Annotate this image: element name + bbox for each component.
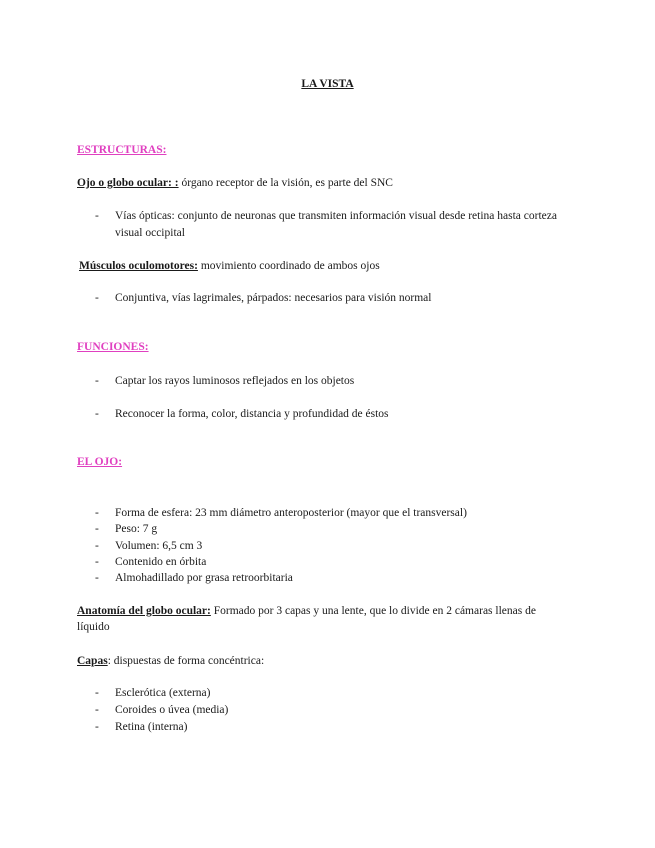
bullet-dash: -	[95, 210, 99, 222]
text-anatomia: Formado por 3 capas y una lente, que lo divide en 2 cámaras llenas de líquido	[77, 605, 536, 633]
text-capas: : dispuestas de forma concéntrica:	[107, 655, 265, 667]
list-item	[95, 290, 565, 307]
bullet-dash: -	[95, 721, 99, 733]
list-item	[95, 719, 565, 736]
bullet-dash: -	[95, 292, 99, 304]
bullet-text: Retina (interna)	[115, 721, 188, 733]
text-ojo: órgano receptor de la visión, es parte del SNC	[178, 177, 393, 189]
bullet-dash: -	[95, 408, 99, 420]
page-title: LA VISTA	[301, 78, 354, 90]
term-capas: Capas	[77, 655, 108, 667]
list-item	[95, 554, 565, 571]
bullet-dash: -	[95, 375, 99, 387]
term-ojo: Ojo o globo ocular: :	[77, 177, 179, 189]
paragraph-anatomia	[77, 603, 557, 635]
bullet-dash: -	[95, 687, 99, 699]
list-item	[95, 538, 565, 555]
list-item	[95, 505, 565, 522]
bullet-dash: -	[95, 523, 99, 535]
paragraph-ojo	[77, 175, 577, 191]
list-item	[95, 521, 565, 538]
list-item	[95, 702, 565, 719]
bullet-text: Forma de esfera: 23 mm diámetro anteroposterior (mayor que el transversal)	[115, 507, 467, 519]
bullet-text: Reconocer la forma, color, distancia y profundidad de éstos	[115, 408, 389, 420]
bullet-text: Vías ópticas: conjunto de neuronas que transmiten información visual desde retina hasta corteza visual occipital	[115, 210, 557, 239]
bullet-text: Esclerótica (externa)	[115, 687, 211, 699]
term-musculos: Músculos oculomotores:	[79, 260, 198, 272]
heading-estructuras: ESTRUCTURAS:	[77, 144, 167, 156]
bullet-dash: -	[95, 507, 99, 519]
paragraph-capas	[77, 653, 577, 669]
bullet-dash: -	[95, 556, 99, 568]
bullet-text: Peso: 7 g	[115, 523, 158, 535]
bullet-text: Conjuntiva, vías lagrimales, párpados: necesarios para visión normal	[115, 292, 432, 304]
list-item	[95, 406, 565, 423]
paragraph-musculos	[79, 258, 579, 274]
bullet-text: Captar los rayos luminosos reflejados en los objetos	[115, 375, 355, 387]
heading-el-ojo: EL OJO:	[77, 456, 123, 468]
bullet-text: Volumen: 6,5 cm 3	[115, 540, 203, 552]
list-item	[95, 373, 565, 390]
heading-funciones: FUNCIONES:	[77, 341, 149, 353]
bullet-dash: -	[95, 572, 99, 584]
bullet-text: Coroides o úvea (media)	[115, 704, 229, 716]
list-item	[95, 208, 565, 241]
bullet-text: Contenido en órbita	[115, 556, 207, 568]
bullet-dash: -	[95, 704, 99, 716]
list-item	[95, 570, 565, 587]
list-item	[95, 685, 565, 702]
bullet-dash: -	[95, 540, 99, 552]
bullet-text: Almohadillado por grasa retroorbitaria	[115, 572, 293, 584]
text-musculos: movimiento coordinado de ambos ojos	[197, 260, 380, 272]
term-anatomia: Anatomía del globo ocular:	[77, 605, 211, 617]
